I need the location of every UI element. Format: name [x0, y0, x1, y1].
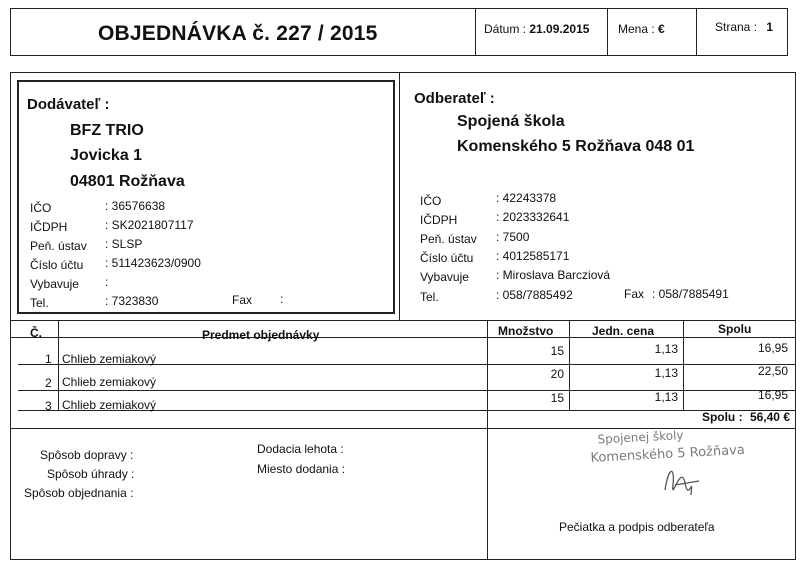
sum-label: Spolu : — [701, 410, 743, 424]
supplier-tel-label: Tel. — [30, 296, 49, 310]
customer-tel-value: : 058/7885492 — [496, 288, 573, 302]
row-3-unit-price: 1,13 — [654, 390, 678, 404]
row-1-qty: 15 — [550, 344, 564, 358]
supplier-city: 04801 Rožňava — [70, 173, 185, 190]
col-line-total — [683, 320, 684, 410]
col-header-num: Č. — [30, 326, 42, 340]
page-value: 1 — [766, 20, 774, 34]
delivery-term-label: Dodacia lehota : — [257, 442, 344, 456]
header-divider-3 — [696, 8, 697, 56]
signature-label: Pečiatka a podpis odberateľa — [559, 520, 715, 534]
sum-value: 56,40 € — [749, 410, 790, 424]
customer-fax-value: : 058/7885491 — [652, 287, 729, 301]
table-top-line — [10, 320, 796, 321]
supplier-contact-value: : — [105, 275, 109, 289]
row-3-qty: 15 — [550, 391, 564, 405]
customer-contact-value: : Miroslava Barcziová — [496, 268, 611, 282]
supplier-account-value: : 511423623/0900 — [105, 256, 201, 270]
sum-field — [702, 410, 790, 424]
row-1-item: Chlieb zemiakový — [62, 352, 157, 366]
row-3-item: Chlieb zemiakový — [62, 398, 157, 412]
party-divider — [399, 72, 400, 320]
row-3-total: 16,95 — [757, 388, 788, 402]
supplier-fax-value: : — [280, 292, 284, 306]
customer-bank-value: : 7500 — [496, 230, 530, 244]
col-header-total: Spolu — [718, 322, 752, 336]
row-2-unit-price: 1,13 — [654, 366, 678, 380]
supplier-bank-label: Peň. ústav — [30, 239, 87, 253]
supplier-icdph-value: : SK2021807117 — [105, 218, 194, 232]
date-value: 21.09.2015 — [529, 22, 590, 36]
supplier-icdph-label: IČDPH — [30, 220, 68, 234]
customer-icdph-value: : 2023332641 — [496, 210, 570, 224]
customer-bank-label: Peň. ústav — [420, 232, 477, 246]
customer-ico-value: : 42243378 — [496, 191, 557, 205]
row-1-num: 1 — [45, 352, 52, 366]
col-header-qty: Množstvo — [498, 324, 554, 338]
page-field — [715, 20, 773, 34]
row-2-item: Chlieb zemiakový — [62, 375, 157, 389]
customer-icdph-label: IČDPH — [420, 213, 458, 227]
stamp-line-1: Spojenej školy — [597, 428, 684, 447]
transport-label: Spôsob dopravy : — [40, 448, 134, 462]
supplier-street: Jovicka 1 — [70, 147, 143, 164]
signature-scribble — [655, 455, 715, 505]
supplier-name: BFZ TRIO — [70, 122, 144, 139]
row-3-num: 3 — [45, 399, 52, 413]
row-2-total: 22,50 — [757, 364, 788, 378]
customer-ico-label: IČO — [420, 194, 442, 208]
customer-name: Spojená škola — [457, 113, 565, 130]
payment-label: Spôsob úhrady : — [47, 467, 135, 481]
customer-contact-label: Vybavuje — [420, 270, 469, 284]
customer-account-label: Číslo účtu — [420, 251, 474, 265]
customer-fax-label: Fax — [624, 287, 645, 301]
customer-account-value: : 4012585171 — [496, 249, 570, 263]
currency-label: Mena : — [618, 22, 655, 36]
header-divider-2 — [607, 8, 608, 56]
supplier-tel-value: : 7323830 — [105, 294, 159, 308]
col-header-unit-price: Jedn. cena — [592, 324, 655, 338]
customer-heading: Odberateľ : — [414, 90, 495, 107]
stamp-line-2: Komenského 5 Rožňava — [590, 442, 746, 466]
supplier-contact-label: Vybavuje — [30, 277, 79, 291]
supplier-heading: Dodávateľ : — [27, 96, 110, 113]
col-line-qty — [487, 320, 488, 560]
row-line-2 — [18, 390, 796, 391]
order-title: OBJEDNÁVKA č. 227 / 2015 — [98, 22, 378, 45]
customer-tel-label: Tel. — [420, 290, 439, 304]
header-divider-1 — [475, 8, 476, 56]
customer-address: Komenského 5 Rožňava 048 01 — [457, 138, 695, 155]
currency-value: € — [658, 22, 665, 36]
ordering-label: Spôsob objednania : — [24, 486, 134, 500]
supplier-account-label: Číslo účtu — [30, 258, 84, 272]
col-line-num — [58, 320, 59, 410]
supplier-ico-value: : 36576638 — [105, 199, 166, 213]
supplier-bank-value: : SLSP — [105, 237, 143, 251]
page-label: Strana : — [715, 20, 758, 34]
col-line-price — [569, 320, 570, 410]
row-2-qty: 20 — [550, 367, 564, 381]
row-2-num: 2 — [45, 376, 52, 390]
table-header-line — [10, 337, 796, 338]
row-1-unit-price: 1,13 — [654, 342, 678, 356]
date-field — [484, 22, 589, 36]
delivery-place-label: Miesto dodania : — [257, 462, 346, 476]
date-label: Dátum : — [484, 22, 527, 36]
supplier-ico-label: IČO — [30, 201, 52, 215]
supplier-fax-label: Fax — [232, 293, 253, 307]
row-1-total: 16,95 — [757, 341, 788, 355]
currency-field — [618, 22, 665, 36]
col-header-item: Predmet objednávky — [202, 328, 320, 342]
